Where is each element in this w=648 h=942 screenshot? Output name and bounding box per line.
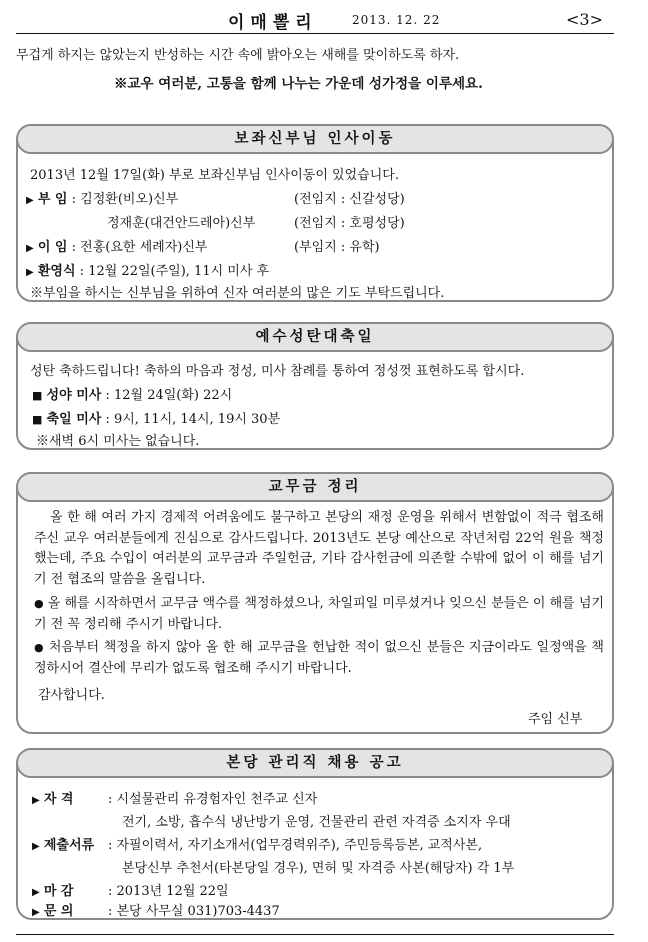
offering-paragraph-1: 올 한 해 여러 가지 경제적 어려움에도 불구하고 본당의 재정 운영을 위해서 변함없이 적극 협조해 주신 교우 여러분들에게 진심으로 감사드립니다. 2013년도 본당 예산으로 작년처럼 22억 원을 책정했는데, 주요 수입이 여러분의 교무금과 주일헌금, 기타 감사헌금에 의존할 수밖에 없어 이 해를 넘기기 전 협조의 말씀을 올립니다.: [34, 510, 604, 587]
offering-paragraph-3: ● 처음부터 책정을 하지 않아 올 한 해 교무금을 헌납한 적이 없으신 분들은 지금이라도 일정액을 책정하시어 결산에 무리가 없도록 협조해 주시기 바랍니다.: [34, 640, 604, 676]
qualification-label: 자 격: [43, 792, 74, 807]
documents-row: ▶ 제출서류 : 자필이력서, 자기소개서(업무경력위주), 주민등록등본, 교적사본,: [32, 834, 482, 853]
christmas-day-row: ■ 축일 미사 : 9시, 11시, 14시, 19시 30분: [32, 412, 281, 427]
intro-text: 무겁게 하지는 않았는지 반성하는 시간 속에 밝아오는 새해를 맞이하도록 하자.: [16, 48, 460, 63]
welcome-label: 환영식: [37, 264, 76, 279]
motto-text: ※교우 여러분, 고통을 함께 나누는 가운데 성가정을 이루세요.: [114, 76, 483, 92]
christmas-section: [16, 322, 614, 450]
offering-section: [16, 472, 614, 734]
christmas-eve-label: 성야 미사: [46, 388, 102, 403]
christmas-greeting: 성탄 축하드립니다! 축하의 마음과 정성, 미사 참례를 통하여 정성껏 표현하도록 합시다.: [30, 364, 525, 379]
arrival-row: ▶ 부 임 : 김정환(비오)신부: [26, 192, 179, 207]
offering-signature: 주임 신부: [528, 712, 583, 727]
issue-date: 2013. 12. 22: [352, 13, 441, 27]
documents-text-2: 본당신부 추천서(타본당일 경우), 면허 및 자격증 사본(해당자) 각 1부: [122, 861, 515, 876]
offering-paragraph-2: ● 올 해를 시작하면서 교무금 액수를 책정하셨으나, 차일피일 미루셨거나 잊으신 분들은 이 해를 넘기기 전 꼭 정리해 주시기 바랍니다.: [34, 596, 604, 632]
recruitment-section: [16, 748, 614, 920]
priest-transfer-title: 보좌신부님 인사이동: [16, 124, 614, 154]
priest-prayer-note: ※부임을 하시는 신부님을 위하여 신자 여러분의 많은 기도 부탁드립니다.: [30, 286, 445, 301]
welcome-row: ▶ 환영식 : 12월 22일(주일), 11시 미사 후: [26, 264, 270, 279]
square-bullet-icon: ■: [32, 413, 43, 426]
christmas-day-times: 9시, 11시, 14시, 19시 30분: [113, 412, 281, 427]
deadline-label: 마 감: [43, 884, 74, 899]
triangle-bullet-icon: ▶: [32, 887, 40, 898]
triangle-bullet-icon: ▶: [26, 243, 34, 254]
deadline-text: 2013년 12월 22일: [116, 884, 229, 899]
offering-title: 교무금 정리: [16, 472, 614, 502]
arrival-previous-parish: (전임지 : 신갈성당): [294, 192, 405, 207]
triangle-bullet-icon: ▶: [32, 841, 40, 852]
christmas-day-label: 축일 미사: [46, 412, 102, 427]
triangle-bullet-icon: ▶: [26, 195, 34, 206]
christmas-eve-time: 12월 24일(화) 22시: [113, 388, 233, 403]
qualification-row: ▶ 자 격 : 시설물관리 유경험자인 천주교 신자: [32, 788, 317, 807]
deadline-row: ▶ 마 감 : 2013년 12월 22일: [32, 880, 229, 899]
header-divider: [16, 33, 614, 34]
triangle-bullet-icon: ▶: [26, 267, 34, 278]
triangle-bullet-icon: ▶: [32, 907, 40, 918]
departure-label: 이 임: [37, 240, 68, 255]
departure-priest-name: 전홍(요한 세례자)신부: [80, 240, 208, 255]
contact-label: 문 의: [43, 904, 74, 919]
documents-label: 제출서류: [43, 838, 95, 853]
page-number: <3>: [566, 10, 603, 29]
triangle-bullet-icon: ▶: [32, 795, 40, 806]
documents-text: 자필이력서, 자기소개서(업무경력위주), 주민등록등본, 교적사본,: [116, 838, 483, 853]
offering-thanks: 감사합니다.: [38, 688, 105, 703]
qualification-text: 시설물관리 유경험자인 천주교 신자: [116, 792, 318, 807]
departure-destination: (부임지 : 유학): [294, 240, 380, 255]
square-bullet-icon: ■: [32, 389, 43, 402]
dawn-mass-note: ※새벽 6시 미사는 없습니다.: [36, 434, 200, 449]
newsletter-title: 이매뽈리: [228, 13, 318, 33]
christmas-eve-row: ■ 성야 미사 : 12월 24일(화) 22시: [32, 388, 233, 403]
contact-text: 본당 사무실 031)703-4437: [116, 904, 280, 919]
contact-row: ▶ 문 의 : 본당 사무실 031)703-4437: [32, 900, 280, 919]
qualification-preference: 전기, 소방, 흡수식 냉난방기 운영, 건물관리 관련 자격증 소지자 우대: [122, 815, 511, 830]
arrival-label: 부 임: [37, 192, 68, 207]
departure-row: ▶ 이 임 : 전홍(요한 세례자)신부: [26, 240, 208, 255]
christmas-title: 예수성탄대축일: [16, 322, 614, 352]
footer-divider: [16, 934, 614, 935]
arrival-priest-name-2: 정재훈(대건안드레아)신부: [107, 216, 256, 231]
dot-bullet-icon: ●: [34, 597, 44, 610]
priest-transfer-section: [16, 124, 614, 302]
arrival-priest-name: 김정환(비오)신부: [80, 192, 179, 207]
arrival-previous-parish-2: (전임지 : 호평성당): [294, 216, 405, 231]
priest-transfer-intro: 2013년 12월 17일(화) 부로 보좌신부님 인사이동이 있었습니다.: [30, 168, 399, 183]
dot-bullet-icon: ●: [34, 641, 45, 654]
welcome-text: 12월 22일(주일), 11시 미사 후: [88, 264, 270, 279]
recruitment-title: 본당 관리직 채용 공고: [16, 748, 614, 778]
